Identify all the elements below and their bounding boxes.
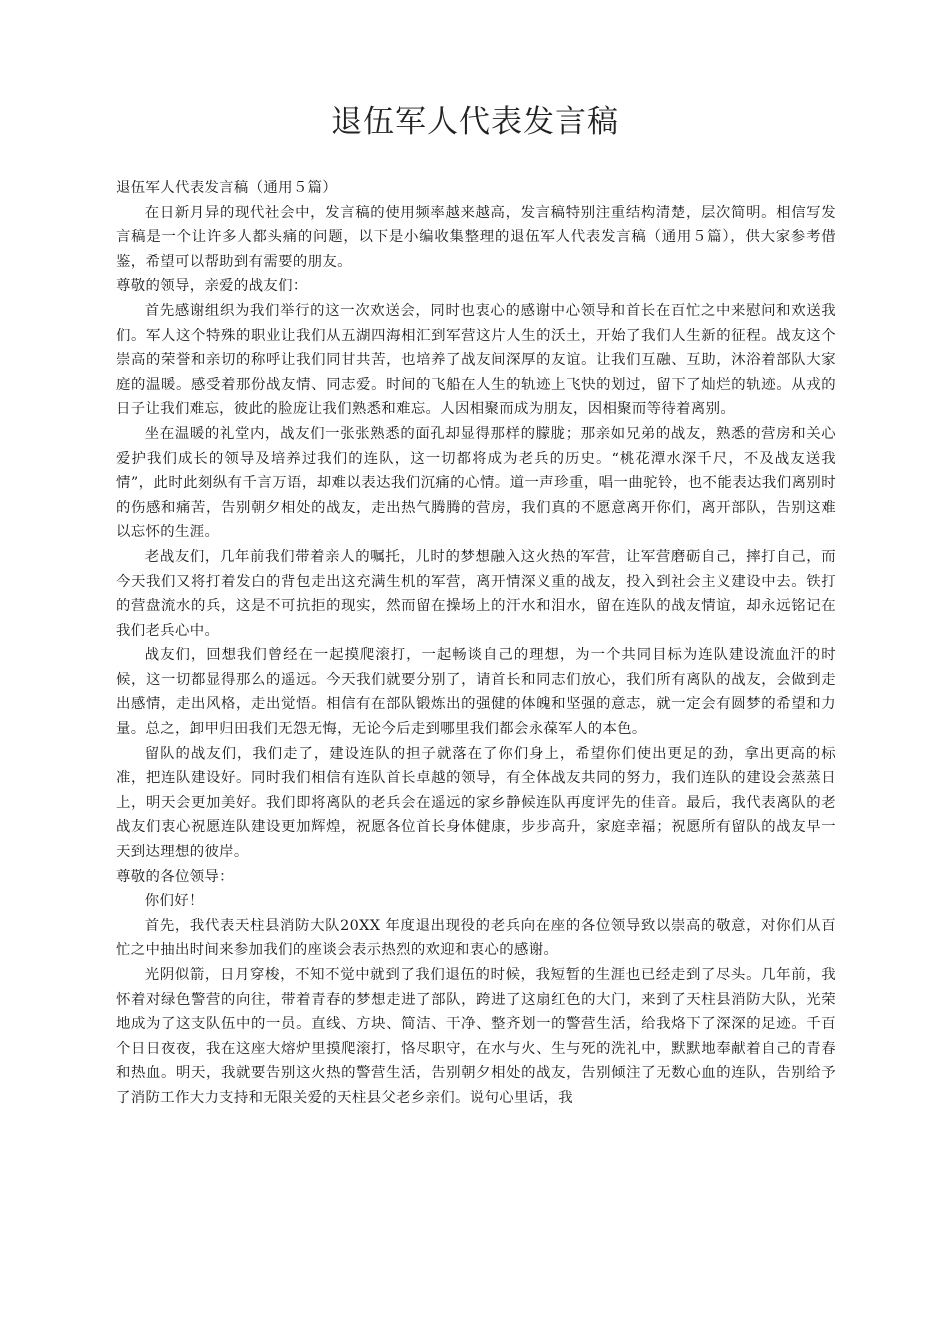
paragraph: 留队的战友们，我们走了，建设连队的担子就落在了你们身上，希望你们使出更足的劲，拿出更高的标准，把连队建设好。同时我们相信有连队首长卓越的领导，有全体战友共同的努力，我们连队的建设会蒸蒸日上，明天会更加美好。我们即将离队的老兵会在遥远的家乡静候连队再度评先的佳音。最后，我代表离队的老战友们衷心祝愿连队建设更加辉煌，祝愿各位首长身体健康，步步高升，家庭幸福；祝愿所有留队的战友早一天到达理想的彼岸。 <box>116 745 836 861</box>
document-title: 退伍军人代表发言稿 <box>331 104 619 140</box>
paragraph: 你们好！ <box>144 893 204 910</box>
paragraph: 坐在温暖的礼堂内，战友们一张张熟悉的面孔却显得那样的朦胧；那亲如兄弟的战友，熟悉的营房和关心爱护我们成长的领导及培养过我们的连队，这一切都将成为老兵的历史。“桃花潭水深千尺，不及战友送我情”，此时此刻纵有千言万语，却难以表达我们沉痛的心情。道一声珍重，唱一曲驼铃，也不能表达我们离别时的伤感和痛苦，告别朝夕相处的战友，走出热气腾腾的营房，我们真的不愿意离开你们，离开部队，告别这难以忘怀的生涯。 <box>116 425 836 541</box>
paragraph: 老战友们，几年前我们带着亲人的嘱托，儿时的梦想融入这火热的军营，让军营磨砺自己，摔打自己，而今天我们又将打着发白的背包走出这充满生机的军营，离开情深义重的战友，投入到社会主义建设中去。铁打的营盘流水的兵，这是不可抗拒的现实，然而留在操场上的汗水和泪水，留在连队的战友情谊，却永远铭记在我们老兵心中。 <box>116 548 836 639</box>
paragraph: 尊敬的领导，亲爱的战友们： <box>116 278 308 295</box>
paragraph: 尊敬的各位领导： <box>116 868 234 885</box>
paragraph: 光阴似箭，日月穿梭，不知不觉中就到了我们退伍的时候，我短暂的生涯也已经走到了尽头。几年前，我怀着对绿色警营的向往，带着青春的梦想走进了部队，跨进了这扇红色的大门，来到了天柱县消防大队，光荣地成为了这支队伍中的一员。直线、方块、简洁、干净、整齐划一的警营生活，给我烙下了深深的足迹。千百个日日夜夜，我在这座大熔炉里摸爬滚打，恪尽职守，在水与火、生与死的洗礼中，默默地奉献着自己的青春和热血。明天，我就要告别这火热的警营生活，告别朝夕相处的战友，告别倾注了无数心血的连队，告别给予了消防工作大力支持和无限关爱的天柱县父老乡亲们。说句心里话，我 <box>116 967 836 1106</box>
document-body <box>116 176 836 1111</box>
paragraph: 退伍军人代表发言稿（通用５篇） <box>116 180 338 196</box>
paragraph: 首先感谢组织为我们举行的这一次欢送会，同时也衷心的感谢中心领导和首长在百忙之中来慰问和欢送我们。军人这个特殊的职业让我们从五湖四海相汇到军营这片人生的沃土，开始了我们人生新的征程。战友这个崇高的荣誉和亲切的称呼让我们同甘共苦，也培养了战友间深厚的友谊。让我们互融、互助，沐浴着部队大家庭的温暖。感受着那份战友情、同志爱。时间的飞船在人生的轨迹上飞快的划过，留下了灿烂的轨迹。从戎的日子让我们难忘，彼此的脸庞让我们熟悉和难忘。人因相聚而成为朋友，因相聚而等待着离别。 <box>116 302 836 418</box>
paragraph: 在日新月异的现代社会中，发言稿的使用频率越来越高，发言稿特别注重结构清楚，层次简明。相信写发言稿是一个让许多人都头痛的问题，以下是小编收集整理的退伍军人代表发言稿（通用５篇），供大家参考借鉴，希望可以帮助到有需要的朋友。 <box>116 204 836 270</box>
paragraph: 首先，我代表天柱县消防大队20XX 年度退出现役的老兵向在座的各位领导致以崇高的敬意，对你们从百忙之中抽出时间来参加我们的座谈会表示热烈的欢迎和衷心的感谢。 <box>116 917 836 959</box>
paragraph: 战友们，回想我们曾经在一起摸爬滚打，一起畅谈自己的理想，为一个共同目标为连队建设流血汗的时候，这一切都显得那么的遥远。今天我们就要分别了，请首长和同志们放心，我们所有离队的战友，会做到走出感情，走出风格，走出觉悟。相信有在部队锻炼出的强健的体魄和坚强的意志，就一定会有圆梦的希望和力量。总之，卸甲归田我们无怨无悔，无论今后走到哪里我们都会永葆军人的本色。 <box>116 647 836 738</box>
